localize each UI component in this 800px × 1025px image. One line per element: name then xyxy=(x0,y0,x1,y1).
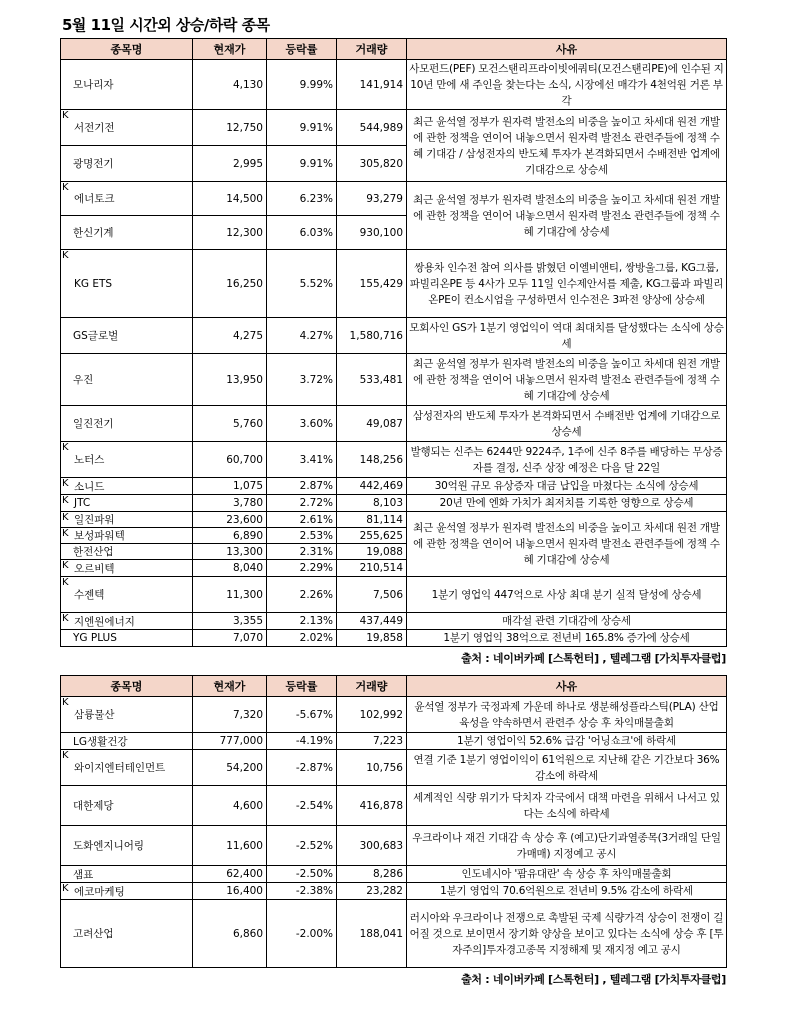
change-rate: 2.29% xyxy=(267,560,337,577)
change-rate: -2.38% xyxy=(267,883,337,900)
kosdaq-mark: K xyxy=(62,495,69,506)
stock-name: YG PLUS xyxy=(73,632,117,644)
trade-volume: 23,282 xyxy=(337,883,407,900)
trade-volume: 544,989 xyxy=(337,110,407,146)
stock-name-cell xyxy=(61,697,193,733)
current-price: 13,950 xyxy=(193,354,267,406)
stock-name-cell xyxy=(61,733,193,750)
table-row xyxy=(61,883,727,900)
table-row xyxy=(61,442,727,478)
change-rate: 2.72% xyxy=(267,495,337,512)
current-price: 12,300 xyxy=(193,216,267,250)
trade-volume: 1,580,716 xyxy=(337,318,407,354)
change-rate: 3.60% xyxy=(267,406,337,442)
rising-stocks-table xyxy=(60,38,727,647)
trade-volume: 19,088 xyxy=(337,544,407,560)
stock-name: 오르비텍 xyxy=(74,562,115,575)
kosdaq-mark: K xyxy=(62,478,69,489)
reason-cell: 윤석열 정부가 국정과제 가운데 하나로 생분해성플라스틱(PLA) 산업 육성을 약속하면서 관련주 상승 후 차익매물출회 xyxy=(407,697,727,733)
stock-name: 일진파워 xyxy=(74,514,115,526)
table-row xyxy=(61,182,727,216)
stock-name-cell xyxy=(61,613,193,630)
table-row xyxy=(61,406,727,442)
table-row xyxy=(61,495,727,512)
reason-cell: 쌍용차 인수전 참여 의사를 밝혔던 이엘비앤티, 쌍방울그룹, KG그룹, 파빌리온PE 등 4사가 모두 11일 인수제안서를 제출, KG그룹과 파빌리온PE이 컨소시엄을 구성하면서 인수전은 3파전 양상에 상승세 xyxy=(407,250,727,318)
trade-volume: 8,103 xyxy=(337,495,407,512)
change-rate: 9.91% xyxy=(267,146,337,182)
stock-name-cell xyxy=(61,786,193,826)
reason-cell: 세계적인 식량 위기가 닥치자 각국에서 대책 마련을 위해서 나서고 있다는 소식에 하락세 xyxy=(407,786,727,826)
current-price: 23,600 xyxy=(193,512,267,528)
stock-name: 고려산업 xyxy=(73,928,114,940)
trade-volume: 19,858 xyxy=(337,630,407,647)
header-reason: 사유 xyxy=(407,676,727,697)
reason-cell: 1분기 영업익 447억으로 사상 최대 분기 실적 달성에 상승세 xyxy=(407,577,727,613)
stock-name: 보성파워텍 xyxy=(74,530,125,542)
table-row xyxy=(61,750,727,786)
change-rate: -2.00% xyxy=(267,900,337,968)
trade-volume: 8,286 xyxy=(337,866,407,883)
table-row xyxy=(61,478,727,495)
falling-stocks-table xyxy=(60,675,727,968)
reason-cell: 1분기 영업익 70.6억원으로 전년비 9.5% 감소에 하락세 xyxy=(407,883,727,900)
reason-cell: 우크라이나 재건 기대감 속 상승 후 (예고)단기과열종목(3거래일 단일가매매) 지정예고 공시 xyxy=(407,826,727,866)
change-rate: 2.61% xyxy=(267,512,337,528)
reason-cell: 삼성전자의 반도체 투자가 본격화되면서 수배전반 업계에 기대감으로 상승세 xyxy=(407,406,727,442)
current-price: 6,890 xyxy=(193,528,267,544)
current-price: 16,250 xyxy=(193,250,267,318)
stock-name-cell xyxy=(61,528,193,544)
stock-name: 한전산업 xyxy=(73,546,114,558)
kosdaq-mark: K xyxy=(62,182,69,193)
stock-name-cell xyxy=(61,826,193,866)
table-row xyxy=(61,60,727,110)
change-rate: 2.13% xyxy=(267,613,337,630)
current-price: 54,200 xyxy=(193,750,267,786)
source-note: 출처 : 네이버카페 [스톡헌터] , 텔레그램 [가치투자클럽] xyxy=(461,973,726,986)
current-price: 8,040 xyxy=(193,560,267,577)
current-price: 11,300 xyxy=(193,577,267,613)
stock-name: 에코마케팅 xyxy=(74,885,125,898)
change-rate: -2.87% xyxy=(267,750,337,786)
kosdaq-mark: K xyxy=(62,110,69,121)
stock-name-cell xyxy=(61,750,193,786)
change-rate: 2.02% xyxy=(267,630,337,647)
stock-name-cell xyxy=(61,495,193,512)
table-row xyxy=(61,900,727,968)
header-price: 현재가 xyxy=(193,39,267,60)
stock-name: 한신기계 xyxy=(73,227,114,239)
trade-volume: 93,279 xyxy=(337,182,407,216)
stock-name: 광명전기 xyxy=(73,158,114,170)
stock-name-cell xyxy=(61,318,193,354)
header-change: 등락률 xyxy=(267,39,337,60)
stock-name: 대한제당 xyxy=(73,800,114,812)
trade-volume: 155,429 xyxy=(337,250,407,318)
trade-volume: 305,820 xyxy=(337,146,407,182)
current-price: 12,750 xyxy=(193,110,267,146)
current-price: 60,700 xyxy=(193,442,267,478)
stock-name: 삼륭물산 xyxy=(74,709,115,721)
trade-volume: 255,625 xyxy=(337,528,407,544)
table-row xyxy=(61,577,727,613)
change-rate: -2.50% xyxy=(267,866,337,883)
change-rate: 2.26% xyxy=(267,577,337,613)
reason-cell: 20년 만에 엔화 가치가 최저치를 기록한 영향으로 상승세 xyxy=(407,495,727,512)
trade-volume: 81,114 xyxy=(337,512,407,528)
stock-name-cell xyxy=(61,250,193,318)
change-rate: 9.91% xyxy=(267,110,337,146)
kosdaq-mark: K xyxy=(62,560,69,571)
change-rate: -5.67% xyxy=(267,697,337,733)
stock-name: 일진전기 xyxy=(73,418,114,430)
trade-volume: 416,878 xyxy=(337,786,407,826)
current-price: 62,400 xyxy=(193,866,267,883)
stock-name: 도화엔지니어링 xyxy=(73,840,145,852)
stock-name-cell xyxy=(61,544,193,560)
reason-cell: 발행되는 신주는 6244만 9224주, 1주에 신주 8주를 배당하는 무상증자를 결정, 신주 상장 예정은 다음 달 22일 xyxy=(407,442,727,478)
current-price: 3,780 xyxy=(193,495,267,512)
table-row xyxy=(61,318,727,354)
stock-name: 소니드 xyxy=(74,480,105,493)
current-price: 11,600 xyxy=(193,826,267,866)
stock-name: 지엔원에너지 xyxy=(74,615,135,628)
stock-name-cell xyxy=(61,866,193,883)
kosdaq-mark: K xyxy=(62,528,69,539)
stock-name: 모나리자 xyxy=(73,79,114,91)
stock-name: 와이지엔터테인먼트 xyxy=(74,762,166,774)
current-price: 777,000 xyxy=(193,733,267,750)
trade-volume: 930,100 xyxy=(337,216,407,250)
change-rate: 2.53% xyxy=(267,528,337,544)
stock-name-cell xyxy=(61,442,193,478)
trade-volume: 7,506 xyxy=(337,577,407,613)
reason-cell: 30억원 규모 유상증자 대금 납입을 마쳤다는 소식에 상승세 xyxy=(407,478,727,495)
stock-name-cell xyxy=(61,560,193,577)
reason-cell: 매각설 관련 기대감에 상승세 xyxy=(407,613,727,630)
header-reason: 사유 xyxy=(407,39,727,60)
table-row xyxy=(61,354,727,406)
header-volume: 거래량 xyxy=(337,676,407,697)
stock-name-cell xyxy=(61,216,193,250)
reason-cell: 모회사인 GS가 1분기 영업익이 역대 최대치를 달성했다는 소식에 상승세 xyxy=(407,318,727,354)
change-rate: 6.23% xyxy=(267,182,337,216)
reason-cell: 인도네시아 '팜유대란' 속 상승 후 차익매물출회 xyxy=(407,866,727,883)
stock-name: 노터스 xyxy=(74,454,105,466)
stock-name-cell xyxy=(61,182,193,216)
table-row xyxy=(61,512,727,528)
stock-name: 샘표 xyxy=(73,868,94,881)
stock-name-cell xyxy=(61,60,193,110)
current-price: 6,860 xyxy=(193,900,267,968)
trade-volume: 442,469 xyxy=(337,478,407,495)
current-price: 1,075 xyxy=(193,478,267,495)
stock-name-cell xyxy=(61,900,193,968)
kosdaq-mark: K xyxy=(62,750,69,761)
stock-name: GS글로벌 xyxy=(73,330,119,342)
kosdaq-mark: K xyxy=(62,613,69,624)
reason-cell: 최근 윤석열 정부가 원자력 발전소의 비중을 높이고 차세대 원전 개발에 관한 정책을 연이어 내놓으면서 원자력 발전소 관련주들에 정책 수혜 기대감에 상승세 xyxy=(407,354,727,406)
change-rate: 5.52% xyxy=(267,250,337,318)
table-row xyxy=(61,110,727,146)
trade-volume: 10,756 xyxy=(337,750,407,786)
kosdaq-mark: K xyxy=(62,883,69,894)
stock-name-cell xyxy=(61,110,193,146)
current-price: 4,275 xyxy=(193,318,267,354)
kosdaq-mark: K xyxy=(62,697,69,708)
change-rate: 2.31% xyxy=(267,544,337,560)
reason-cell: 1분기 영업이익 52.6% 급감 '어닝쇼크'에 하락세 xyxy=(407,733,727,750)
table-row xyxy=(61,826,727,866)
trade-volume: 533,481 xyxy=(337,354,407,406)
change-rate: 4.27% xyxy=(267,318,337,354)
stock-name-cell xyxy=(61,630,193,647)
current-price: 13,300 xyxy=(193,544,267,560)
trade-volume: 7,223 xyxy=(337,733,407,750)
kosdaq-mark: K xyxy=(62,512,69,523)
header-name: 종목명 xyxy=(61,676,193,697)
kosdaq-mark: K xyxy=(62,577,69,588)
reason-cell: 최근 윤석열 정부가 원자력 발전소의 비중을 높이고 차세대 원전 개발에 관한 정책을 연이어 내놓으면서 원자력 발전소 관련주들에 정책 수혜 기대감 / 삼성전자의 반도체 투자가 본격화되면서 수배전반 업계에 기대감으로 상승세 xyxy=(407,110,727,182)
trade-volume: 148,256 xyxy=(337,442,407,478)
table-row xyxy=(61,630,727,647)
change-rate: 2.87% xyxy=(267,478,337,495)
stock-name: 수젠텍 xyxy=(74,589,105,601)
table-header-row xyxy=(61,676,727,697)
stock-name: LG생활건강 xyxy=(73,735,128,748)
current-price: 7,320 xyxy=(193,697,267,733)
falling-stocks-body xyxy=(61,697,727,968)
kosdaq-mark: K xyxy=(62,442,69,453)
stock-name-cell xyxy=(61,577,193,613)
rising-stocks-body xyxy=(61,60,727,647)
stock-name: 에너토크 xyxy=(74,193,115,205)
table-row xyxy=(61,733,727,750)
reason-cell: 최근 윤석열 정부가 원자력 발전소의 비중을 높이고 차세대 원전 개발에 관한 정책을 연이어 내놓으면서 원자력 발전소 관련주들에 정책 수혜 기대감에 상승세 xyxy=(407,182,727,250)
reason-cell: 최근 윤석열 정부가 원자력 발전소의 비중을 높이고 차세대 원전 개발에 관한 정책을 연이어 내놓으면서 원자력 발전소 관련주들에 정책 수혜 기대감에 상승세 xyxy=(407,512,727,577)
change-rate: 9.99% xyxy=(267,60,337,110)
current-price: 2,995 xyxy=(193,146,267,182)
kosdaq-mark: K xyxy=(62,250,69,261)
current-price: 7,070 xyxy=(193,630,267,647)
reason-cell: 사모펀드(PEF) 모건스탠리프라이빗에쿼티(모건스탠리PE)에 인수된 지 10년 만에 새 주인을 찾는다는 소식, 시장에선 매각가 4천억원 거론 부각 xyxy=(407,60,727,110)
current-price: 4,130 xyxy=(193,60,267,110)
header-name: 종목명 xyxy=(61,39,193,60)
trade-volume: 437,449 xyxy=(337,613,407,630)
change-rate: -2.52% xyxy=(267,826,337,866)
trade-volume: 102,992 xyxy=(337,697,407,733)
table-row xyxy=(61,697,727,733)
trade-volume: 49,087 xyxy=(337,406,407,442)
stock-name-cell xyxy=(61,146,193,182)
table-row xyxy=(61,250,727,318)
current-price: 4,600 xyxy=(193,786,267,826)
table-row xyxy=(61,613,727,630)
header-price: 현재가 xyxy=(193,676,267,697)
stock-name: JTC xyxy=(74,497,91,509)
stock-name: 우진 xyxy=(73,374,94,386)
reason-cell: 러시아와 우크라이나 전쟁으로 촉발된 국제 식량가격 상승이 전쟁이 길어질 것으로 보이면서 장기화 양상을 보이고 있다는 소식에 상승 후 [투자주의]투자경고종목 지정해제 및 재지정 예고 공시 xyxy=(407,900,727,968)
reason-cell: 연결 기준 1분기 영업이익이 61억원으로 지난해 같은 기간보다 36% 감소에 하락세 xyxy=(407,750,727,786)
page-title: 5월 11일 시간외 상승/하락 종목 xyxy=(62,16,270,34)
trade-volume: 300,683 xyxy=(337,826,407,866)
table-header-row xyxy=(61,39,727,60)
header-change: 등락률 xyxy=(267,676,337,697)
current-price: 5,760 xyxy=(193,406,267,442)
current-price: 3,355 xyxy=(193,613,267,630)
stock-name-cell xyxy=(61,512,193,528)
change-rate: -2.54% xyxy=(267,786,337,826)
table-row xyxy=(61,866,727,883)
change-rate: 3.41% xyxy=(267,442,337,478)
change-rate: -4.19% xyxy=(267,733,337,750)
stock-name: 서전기전 xyxy=(74,122,115,134)
source-note: 출처 : 네이버카페 [스톡헌터] , 텔레그램 [가치투자클럽] xyxy=(461,652,726,665)
trade-volume: 210,514 xyxy=(337,560,407,577)
reason-cell: 1분기 영업익 38억으로 전년비 165.8% 증가에 상승세 xyxy=(407,630,727,647)
stock-name-cell xyxy=(61,883,193,900)
stock-name-cell xyxy=(61,406,193,442)
stock-name: KG ETS xyxy=(74,277,113,290)
trade-volume: 188,041 xyxy=(337,900,407,968)
stock-name-cell xyxy=(61,354,193,406)
current-price: 16,400 xyxy=(193,883,267,900)
table-row xyxy=(61,786,727,826)
trade-volume: 141,914 xyxy=(337,60,407,110)
current-price: 14,500 xyxy=(193,182,267,216)
change-rate: 3.72% xyxy=(267,354,337,406)
stock-name-cell xyxy=(61,478,193,495)
change-rate: 6.03% xyxy=(267,216,337,250)
header-volume: 거래량 xyxy=(337,39,407,60)
